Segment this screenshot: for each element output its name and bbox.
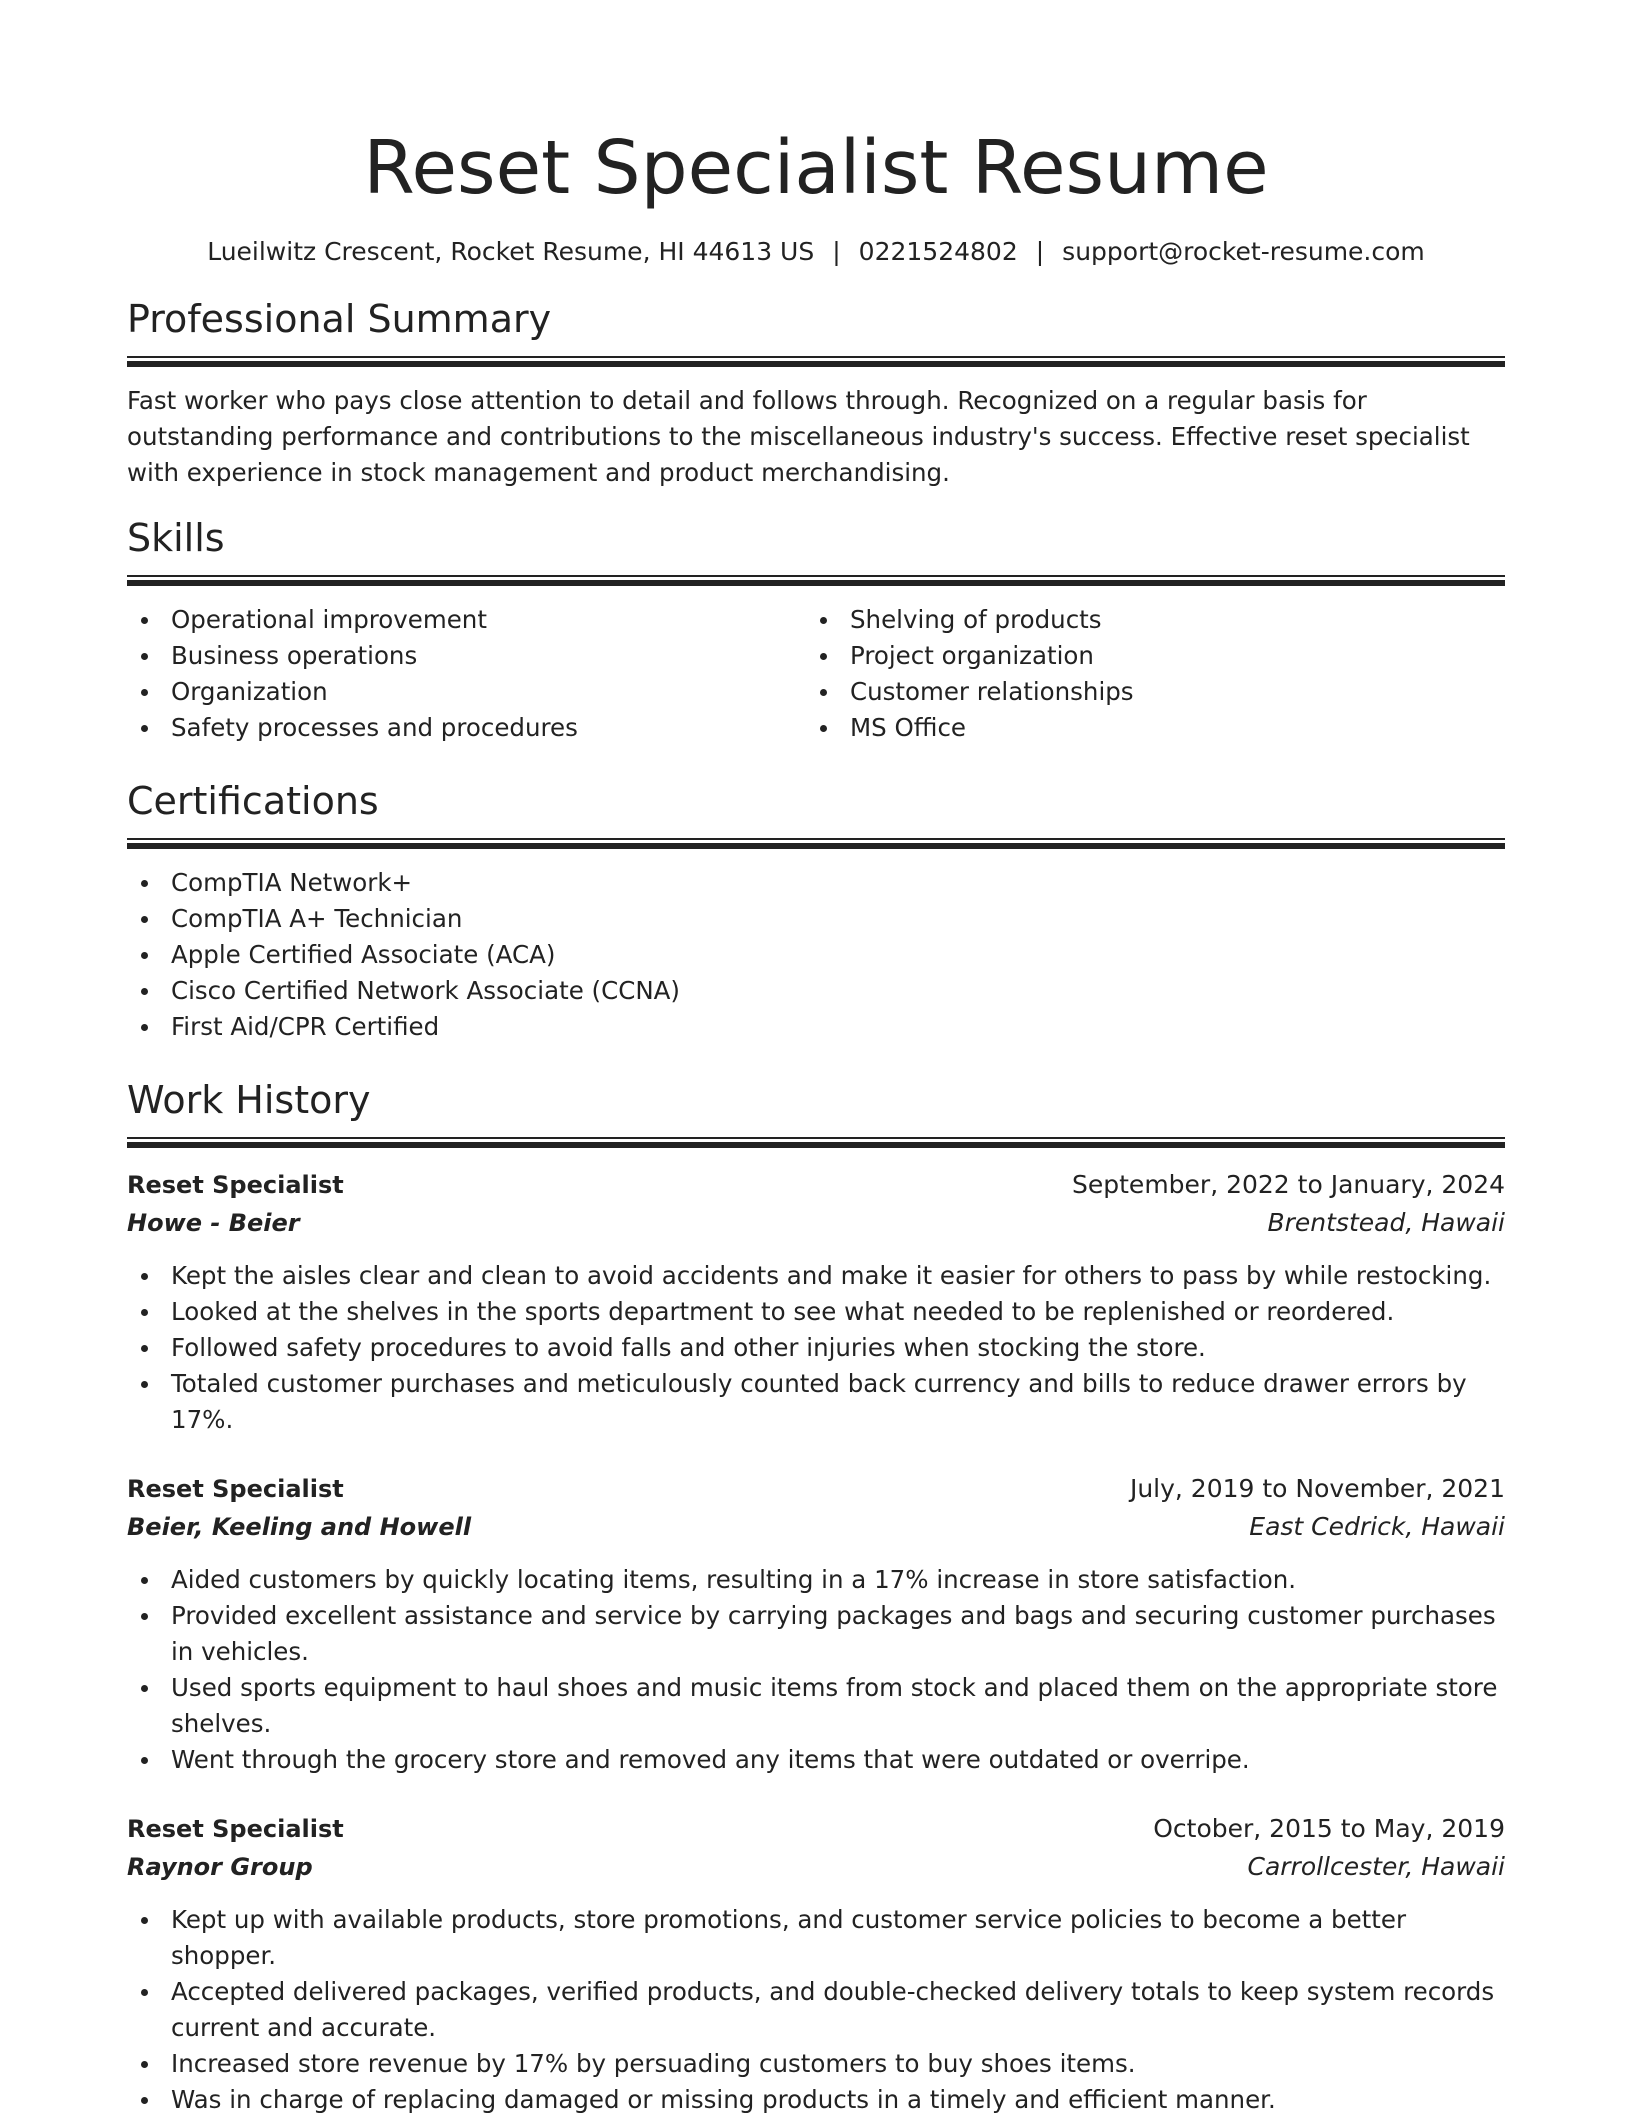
skill-item: Safety processes and procedures [127, 710, 806, 746]
job-bullet: Looked at the shelves in the sports department to see what needed to be replenished or reordered. [127, 1294, 1505, 1330]
job-location: Brentstead, Hawaii [1267, 1208, 1505, 1237]
skill-item: Business operations [127, 638, 806, 674]
skill-item: Customer relationships [806, 674, 1485, 710]
section-divider [127, 575, 1505, 586]
job-subheader [127, 1204, 1505, 1242]
job-location: East Cedrick, Hawaii [1249, 1512, 1505, 1541]
job-entry [127, 1810, 1505, 2118]
skills-grid [127, 602, 1505, 746]
certification-item: Apple Certified Associate (ACA) [127, 937, 1505, 973]
certification-item: CompTIA Network+ [127, 865, 1505, 901]
certification-item: CompTIA A+ Technician [127, 901, 1505, 937]
contact-email: support@rocket-resume.com [1062, 237, 1425, 266]
job-company: Howe - Beier [127, 1209, 300, 1237]
resume-page [127, 0, 1505, 2118]
work-history-heading: Work History [127, 1078, 371, 1122]
job-bullets [127, 1902, 1505, 2118]
job-bullet: Kept up with available products, store promotions, and customer service policies to become a better shopper. [127, 1902, 1505, 1974]
certifications-heading: Certifications [127, 779, 379, 823]
job-company: Beier, Keeling and Howell [127, 1513, 472, 1541]
contact-separator: | [1035, 237, 1045, 266]
job-bullets [127, 1562, 1505, 1778]
skills-list-right [806, 602, 1485, 746]
job-bullet: Used sports equipment to haul shoes and music items from stock and placed them on the appropriate store shelves. [127, 1670, 1505, 1742]
skills-list-left [127, 602, 806, 746]
certification-item: First Aid/CPR Certified [127, 1009, 1505, 1045]
job-title: Reset Specialist [127, 1475, 344, 1503]
job-entry [127, 1166, 1505, 1438]
job-dates: October, 2015 to May, 2019 [1153, 1814, 1505, 1843]
certifications-list [127, 865, 1505, 1045]
skill-item: Organization [127, 674, 806, 710]
job-title: Reset Specialist [127, 1171, 344, 1199]
job-bullet: Kept the aisles clear and clean to avoid accidents and make it easier for others to pass by while restocking. [127, 1258, 1505, 1294]
skills-heading: Skills [127, 516, 225, 560]
work-history-section [127, 1075, 1505, 2118]
summary-section [127, 294, 1505, 491]
section-divider [127, 1137, 1505, 1148]
job-dates: July, 2019 to November, 2021 [1129, 1474, 1505, 1503]
skill-item: Operational improvement [127, 602, 806, 638]
resume-title: Reset Specialist Resume [363, 125, 1269, 211]
skill-item: Shelving of products [806, 602, 1485, 638]
job-company: Raynor Group [127, 1853, 313, 1881]
job-title: Reset Specialist [127, 1815, 344, 1843]
job-subheader [127, 1848, 1505, 1886]
skill-item: Project organization [806, 638, 1485, 674]
skills-section [127, 513, 1505, 746]
certifications-section [127, 776, 1505, 1045]
job-location: Carrollcester, Hawaii [1247, 1852, 1505, 1881]
job-bullet: Went through the grocery store and removed any items that were outdated or overripe. [127, 1742, 1505, 1778]
job-bullet: Aided customers by quickly locating items, resulting in a 17% increase in store satisfaction. [127, 1562, 1505, 1598]
jobs-container [127, 1166, 1505, 2118]
job-dates: September, 2022 to January, 2024 [1072, 1170, 1505, 1199]
certification-item: Cisco Certified Network Associate (CCNA) [127, 973, 1505, 1009]
job-header [127, 1810, 1505, 1848]
job-bullet: Totaled customer purchases and meticulously counted back currency and bills to reduce drawer errors by 17%. [127, 1366, 1505, 1438]
job-bullet: Accepted delivered packages, verified products, and double-checked delivery totals to keep system records current and accurate. [127, 1974, 1505, 2046]
job-bullet: Provided excellent assistance and service by carrying packages and bags and securing customer purchases in vehicles. [127, 1598, 1505, 1670]
section-divider [127, 838, 1505, 849]
section-divider [127, 356, 1505, 367]
summary-text: Fast worker who pays close attention to detail and follows through. Recognized on a regular basis for outstanding performance and contributions to the miscellaneous industry's success. Effective reset specialist with experience in stock management and product merchandising. [127, 386, 1470, 487]
job-bullets [127, 1258, 1505, 1438]
job-header [127, 1166, 1505, 1204]
contact-phone: 0221524802 [858, 237, 1018, 266]
job-bullet: Followed safety procedures to avoid falls and other injuries when stocking the store. [127, 1330, 1505, 1366]
job-entry [127, 1470, 1505, 1778]
contact-line [127, 232, 1505, 272]
job-bullet: Increased store revenue by 17% by persuading customers to buy shoes items. [127, 2046, 1505, 2082]
summary-heading: Professional Summary [127, 297, 552, 341]
job-subheader [127, 1508, 1505, 1546]
contact-separator: | [832, 237, 841, 266]
job-header [127, 1470, 1505, 1508]
job-bullet: Was in charge of replacing damaged or missing products in a timely and efficient manner. [127, 2082, 1505, 2118]
skill-item: MS Office [806, 710, 1485, 746]
contact-address: Lueilwitz Crescent, Rocket Resume, HI 44613 US [207, 237, 815, 266]
